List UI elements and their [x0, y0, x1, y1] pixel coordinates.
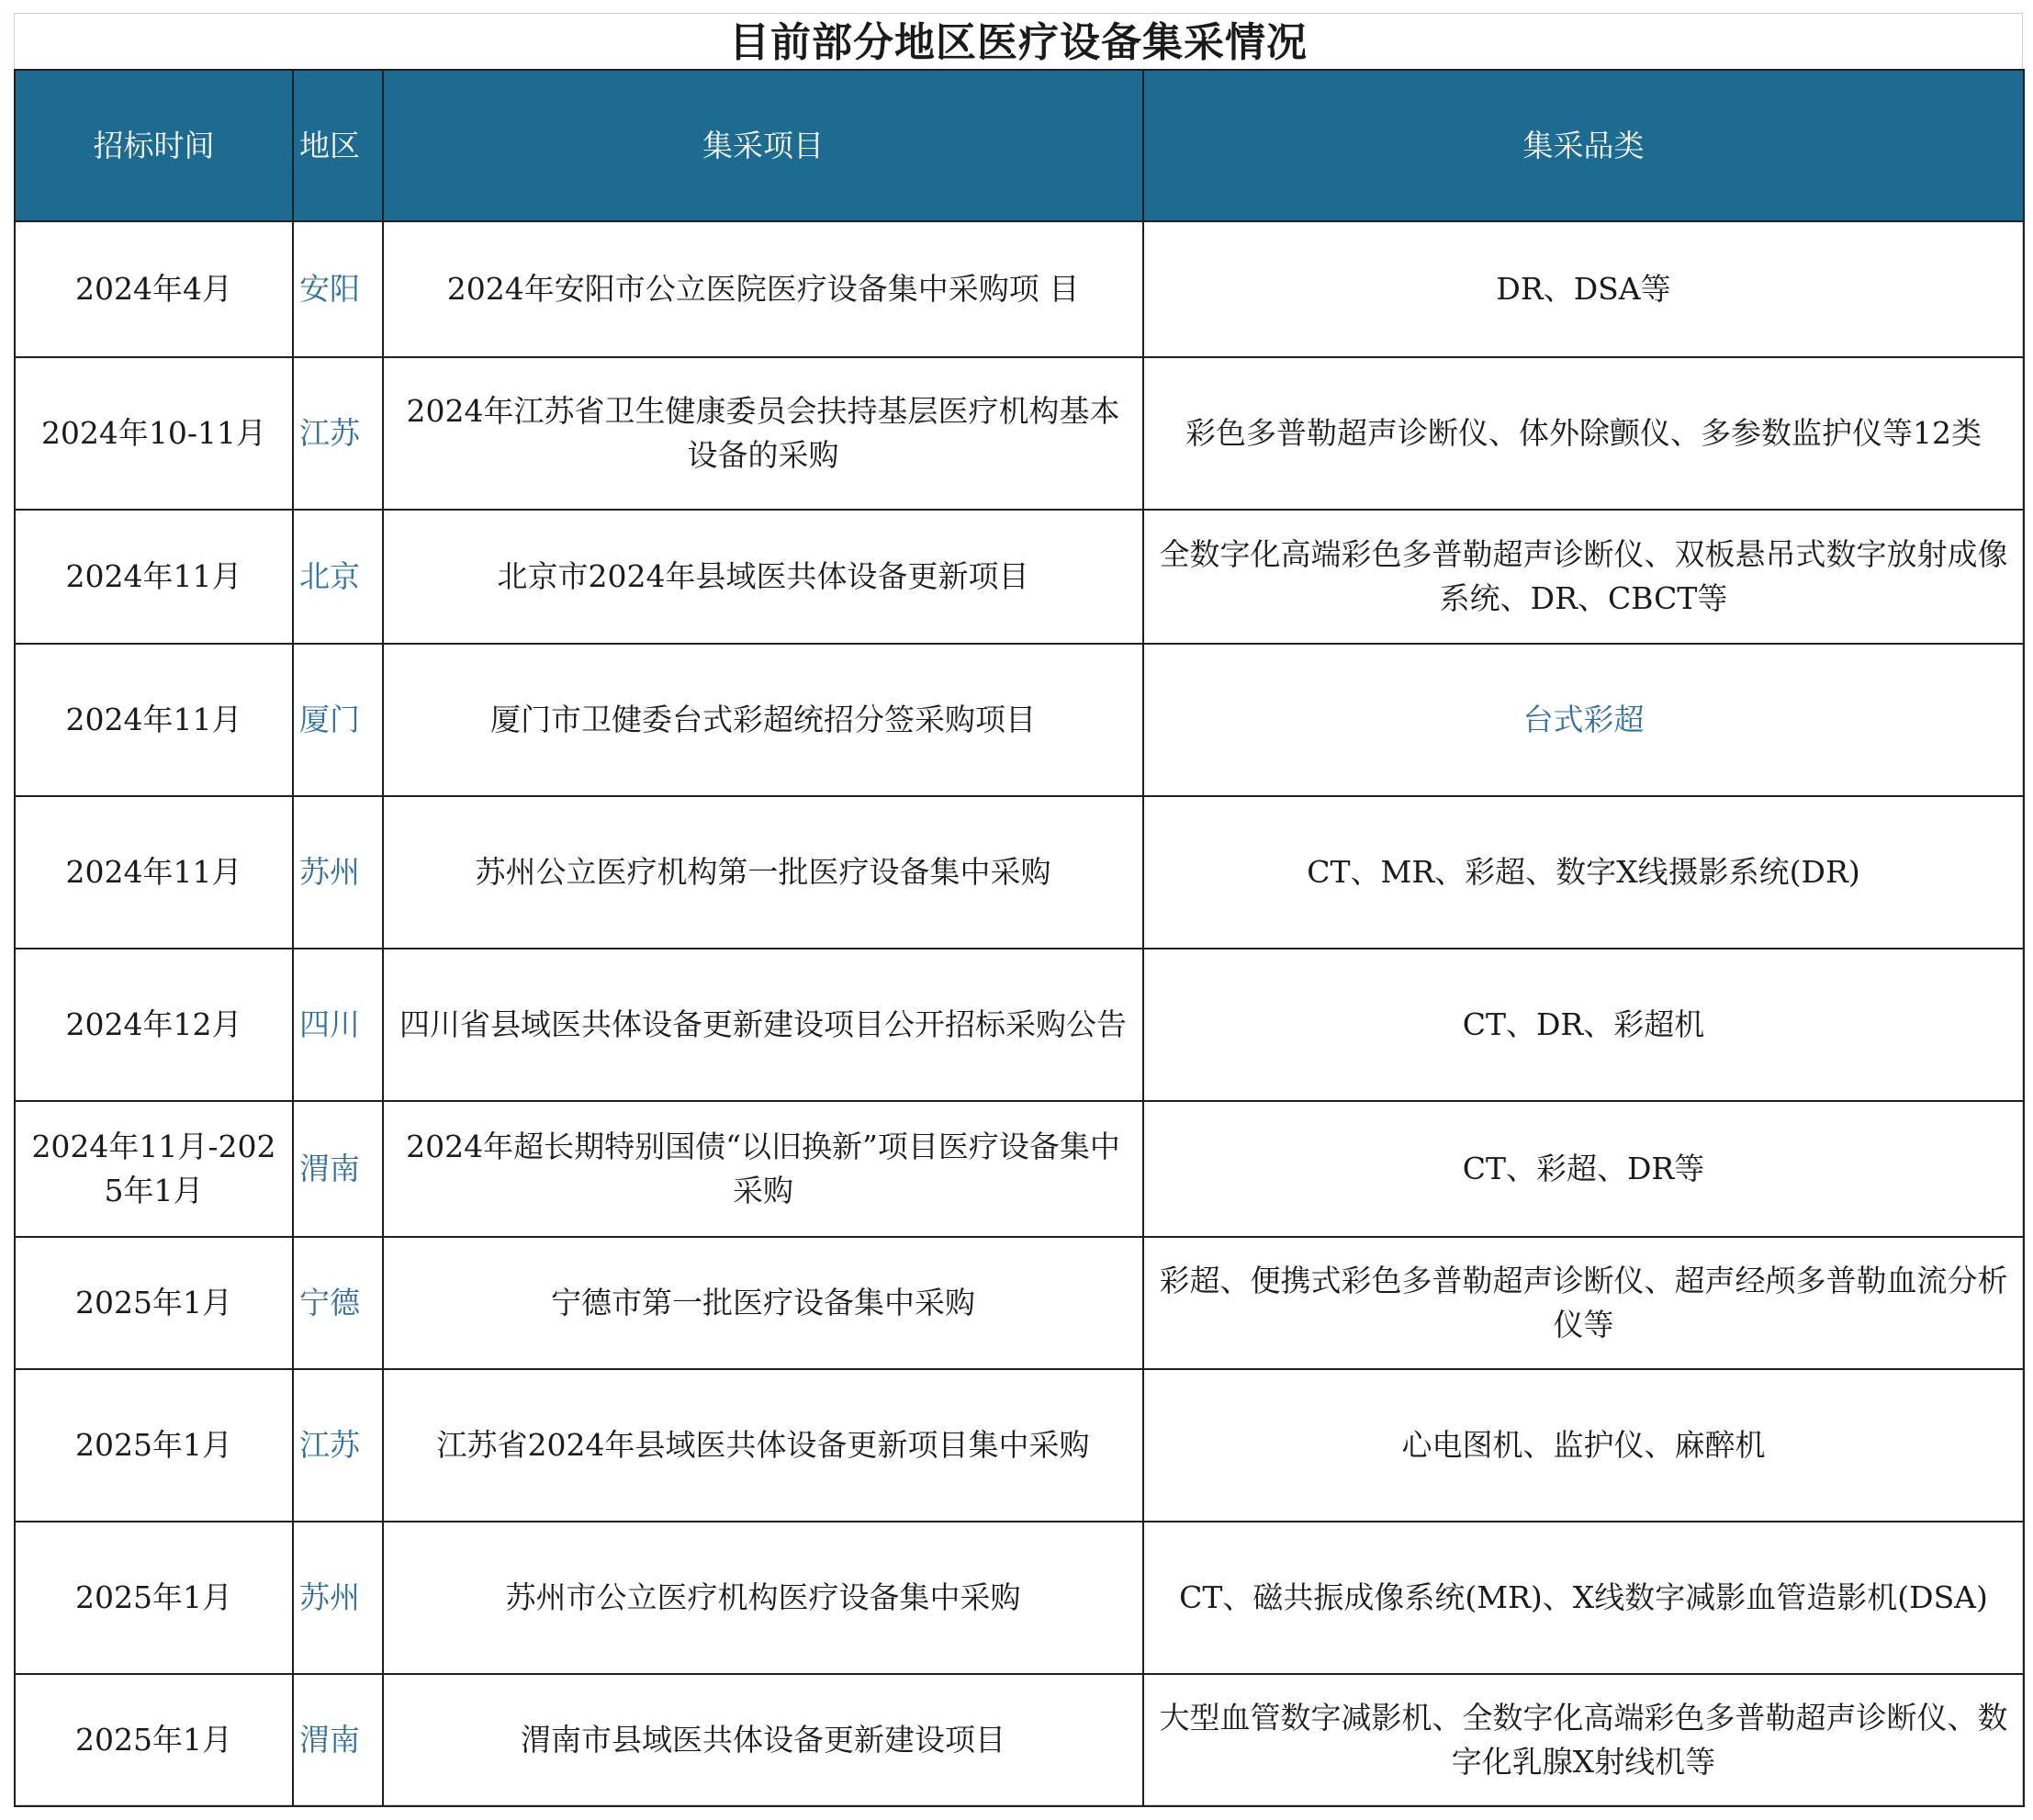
table-row	[15, 1674, 2024, 1806]
cell-region: 苏州	[293, 1522, 383, 1674]
cell-project: 苏州市公立医疗机构医疗设备集中采购	[383, 1522, 1143, 1674]
cell-category: CT、DR、彩超机	[1143, 949, 2024, 1101]
header-region: 地区	[293, 70, 383, 221]
cell-region: 渭南	[293, 1674, 383, 1806]
cell-project: 宁德市第一批医疗设备集中采购	[383, 1237, 1143, 1369]
document-sheet	[14, 13, 2023, 1805]
table-row	[15, 1522, 2024, 1674]
cell-region: 北京	[293, 510, 383, 644]
cell-time: 2024年11月	[15, 796, 293, 949]
cell-project: 厦门市卫健委台式彩超统招分签采购项目	[383, 644, 1143, 796]
cell-category: 全数字化高端彩色多普勒超声诊断仪、双板悬吊式数字放射成像系统、DR、CBCT等	[1143, 510, 2024, 644]
cell-project: 苏州公立医疗机构第一批医疗设备集中采购	[383, 796, 1143, 949]
cell-time: 2025年1月	[15, 1237, 293, 1369]
table-row	[15, 1369, 2024, 1522]
cell-category: CT、彩超、DR等	[1143, 1101, 2024, 1237]
cell-region: 江苏	[293, 1369, 383, 1522]
table-row	[15, 510, 2024, 644]
table-row	[15, 1101, 2024, 1237]
cell-time: 2024年11月	[15, 644, 293, 796]
cell-region: 江苏	[293, 357, 383, 510]
cell-project: 四川省县域医共体设备更新建设项目公开招标采购公告	[383, 949, 1143, 1101]
cell-region: 苏州	[293, 796, 383, 949]
header-project: 集采项目	[383, 70, 1143, 221]
cell-project: 渭南市县域医共体设备更新建设项目	[383, 1674, 1143, 1806]
cell-category: 彩超、便携式彩色多普勒超声诊断仪、超声经颅多普勒血流分析仪等	[1143, 1237, 2024, 1369]
page-title: 目前部分地区医疗设备集采情况	[729, 19, 1308, 66]
cell-time: 2025年1月	[15, 1369, 293, 1522]
cell-project: 江苏省2024年县域医共体设备更新项目集中采购	[383, 1369, 1143, 1522]
table-row	[15, 357, 2024, 510]
cell-time: 2024年10-11月	[15, 357, 293, 510]
procurement-table	[14, 69, 2025, 1807]
cell-region: 厦门	[293, 644, 383, 796]
cell-category: CT、MR、彩超、数字X线摄影系统(DR)	[1143, 796, 2024, 949]
header-time: 招标时间	[15, 70, 293, 221]
table-row	[15, 1237, 2024, 1369]
table-row	[15, 796, 2024, 949]
header-category: 集采品类	[1143, 70, 2024, 221]
cell-time: 2024年11月-2025年1月	[15, 1101, 293, 1237]
cell-category: CT、磁共振成像系统(MR)、X线数字减影血管造影机(DSA)	[1143, 1522, 2024, 1674]
cell-category: 彩色多普勒超声诊断仪、体外除颤仪、多参数监护仪等12类	[1143, 357, 2024, 510]
table-row	[15, 221, 2024, 357]
table-row	[15, 949, 2024, 1101]
cell-category: 心电图机、监护仪、麻醉机	[1143, 1369, 2024, 1522]
table-row	[15, 644, 2024, 796]
cell-region: 安阳	[293, 221, 383, 357]
cell-time: 2024年11月	[15, 510, 293, 644]
cell-category: 大型血管数字减影机、全数字化高端彩色多普勒超声诊断仪、数字化乳腺X射线机等	[1143, 1674, 2024, 1806]
cell-time: 2025年1月	[15, 1522, 293, 1674]
cell-category: DR、DSA等	[1143, 221, 2024, 357]
cell-project: 2024年江苏省卫生健康委员会扶持基层医疗机构基本设备的采购	[383, 357, 1143, 510]
cell-time: 2024年4月	[15, 221, 293, 357]
table-header-row	[15, 70, 2024, 221]
cell-region: 宁德	[293, 1237, 383, 1369]
cell-project: 北京市2024年县域医共体设备更新项目	[383, 510, 1143, 644]
cell-project: 2024年超长期特别国债“以旧换新”项目医疗设备集中采购	[383, 1101, 1143, 1237]
cell-category: 台式彩超	[1143, 644, 2024, 796]
cell-region: 渭南	[293, 1101, 383, 1237]
cell-project: 2024年安阳市公立医院医疗设备集中采购项 目	[383, 221, 1143, 357]
cell-time: 2024年12月	[15, 949, 293, 1101]
cell-region: 四川	[293, 949, 383, 1101]
cell-time: 2025年1月	[15, 1674, 293, 1806]
